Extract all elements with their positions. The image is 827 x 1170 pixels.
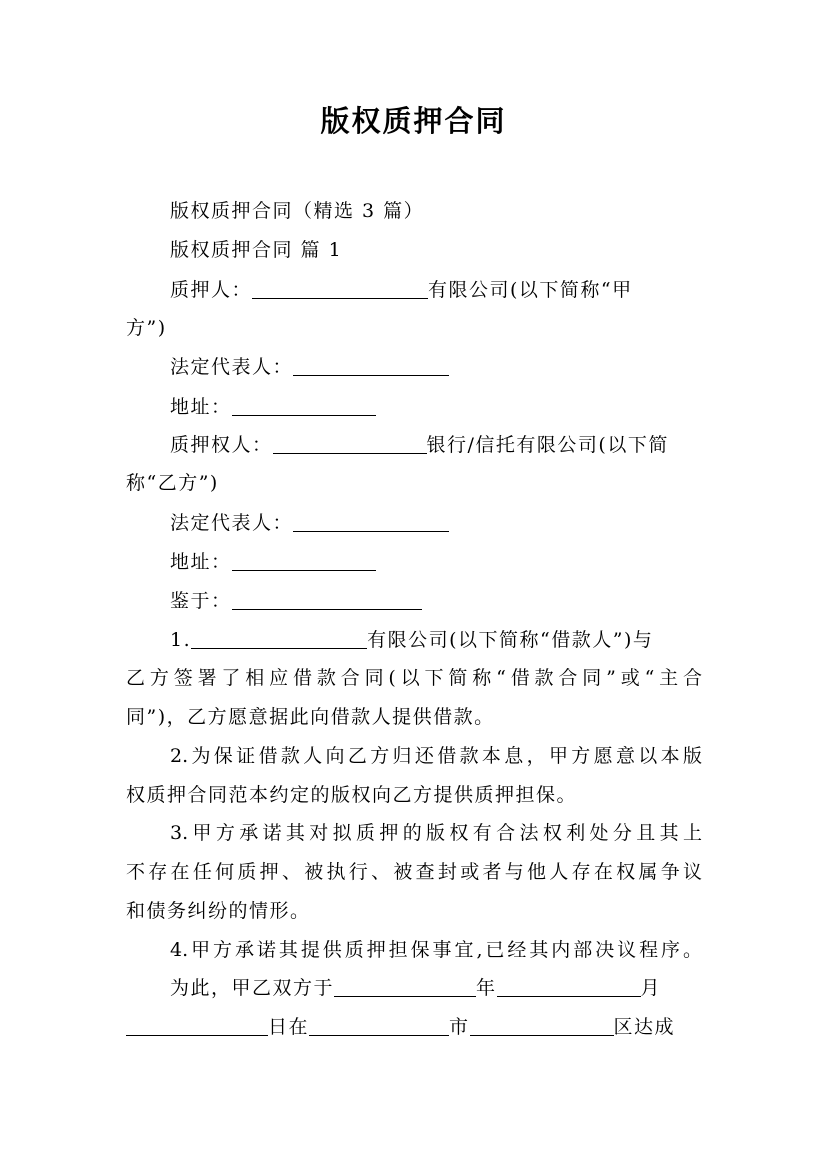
item2-line-2: 权质押合同范本约定的版权向乙方提供质押担保。: [126, 784, 578, 806]
item1-line-2: 乙方签署了相应借款合同(以下简称“借款合同”或“主合: [126, 667, 702, 689]
blank-field: [273, 433, 427, 454]
year-label: 年: [476, 977, 497, 999]
blank-field: [232, 395, 376, 416]
item1-suffix: 有限公司(以下简称“借款人”)与: [367, 629, 654, 651]
district-label: 区达成: [613, 1016, 676, 1038]
blank-field: [293, 355, 449, 376]
pledgor-line: [170, 275, 702, 305]
legal-rep-line-2: [170, 508, 702, 538]
final-text-a: 为此，甲乙双方于: [170, 977, 335, 999]
blank-field: [470, 1015, 614, 1036]
final-line-1: [170, 973, 702, 1003]
final-line-2: [126, 1012, 702, 1042]
address-label: 地址：: [170, 396, 232, 418]
item3-line-1: 3.甲方承诺其对拟质押的版权有合法权利处分且其上: [170, 822, 702, 844]
item4-line-1: 4.甲方承诺其提供质押担保事宜,已经其内部决议程序。: [170, 939, 702, 961]
item1-prefix: 1.: [170, 629, 192, 651]
pledgor-continuation: 方”): [126, 317, 167, 339]
blank-field: [191, 628, 367, 649]
item1-line-3: 同”)，乙方愿意据此向借款人提供借款。: [126, 706, 495, 728]
document-title: 版权质押合同: [320, 104, 507, 138]
item2-line-1: 2.为保证借款人向乙方归还借款本息，甲方愿意以本版: [170, 745, 702, 767]
day-label: 日在: [268, 1016, 310, 1038]
legal-rep-label: 法定代表人：: [170, 356, 294, 378]
pledgor-label: 质押人：: [170, 279, 253, 301]
month-label: 月: [640, 977, 662, 999]
item1-line-1: [170, 625, 702, 655]
legal-rep-label: 法定代表人：: [170, 512, 294, 534]
item3-line-2: 不存在任何质押、被执行、被查封或者与他人存在权属争议: [126, 861, 702, 883]
address-label: 地址：: [170, 551, 232, 573]
pledgee-line: [170, 430, 702, 460]
blank-field: [293, 511, 449, 532]
whereas-line: [170, 586, 702, 616]
pledgee-continuation: 称“乙方”): [126, 472, 219, 494]
blank-field: [309, 1015, 449, 1036]
blank-field: [126, 1015, 268, 1036]
address-line-2: [170, 547, 702, 577]
blank-field: [334, 976, 476, 997]
pledgee-label: 质押权人：: [170, 434, 273, 456]
whereas-label: 鉴于：: [170, 590, 232, 612]
city-label: 市: [449, 1016, 470, 1038]
pledgor-suffix: 有限公司(以下简称“甲: [428, 279, 633, 301]
blank-field: [232, 550, 376, 571]
legal-rep-line-1: [170, 352, 702, 382]
item3-line-3: 和债务纠纷的情形。: [126, 900, 311, 922]
subtitle: 版权质押合同（精选 3 篇）: [170, 200, 425, 222]
blank-field: [497, 976, 641, 997]
blank-field: [232, 589, 422, 610]
section-heading: 版权质押合同 篇 1: [170, 239, 343, 261]
address-line-1: [170, 392, 702, 422]
blank-field: [252, 278, 428, 299]
pledgee-suffix: 银行/信托有限公司(以下简: [426, 434, 669, 456]
